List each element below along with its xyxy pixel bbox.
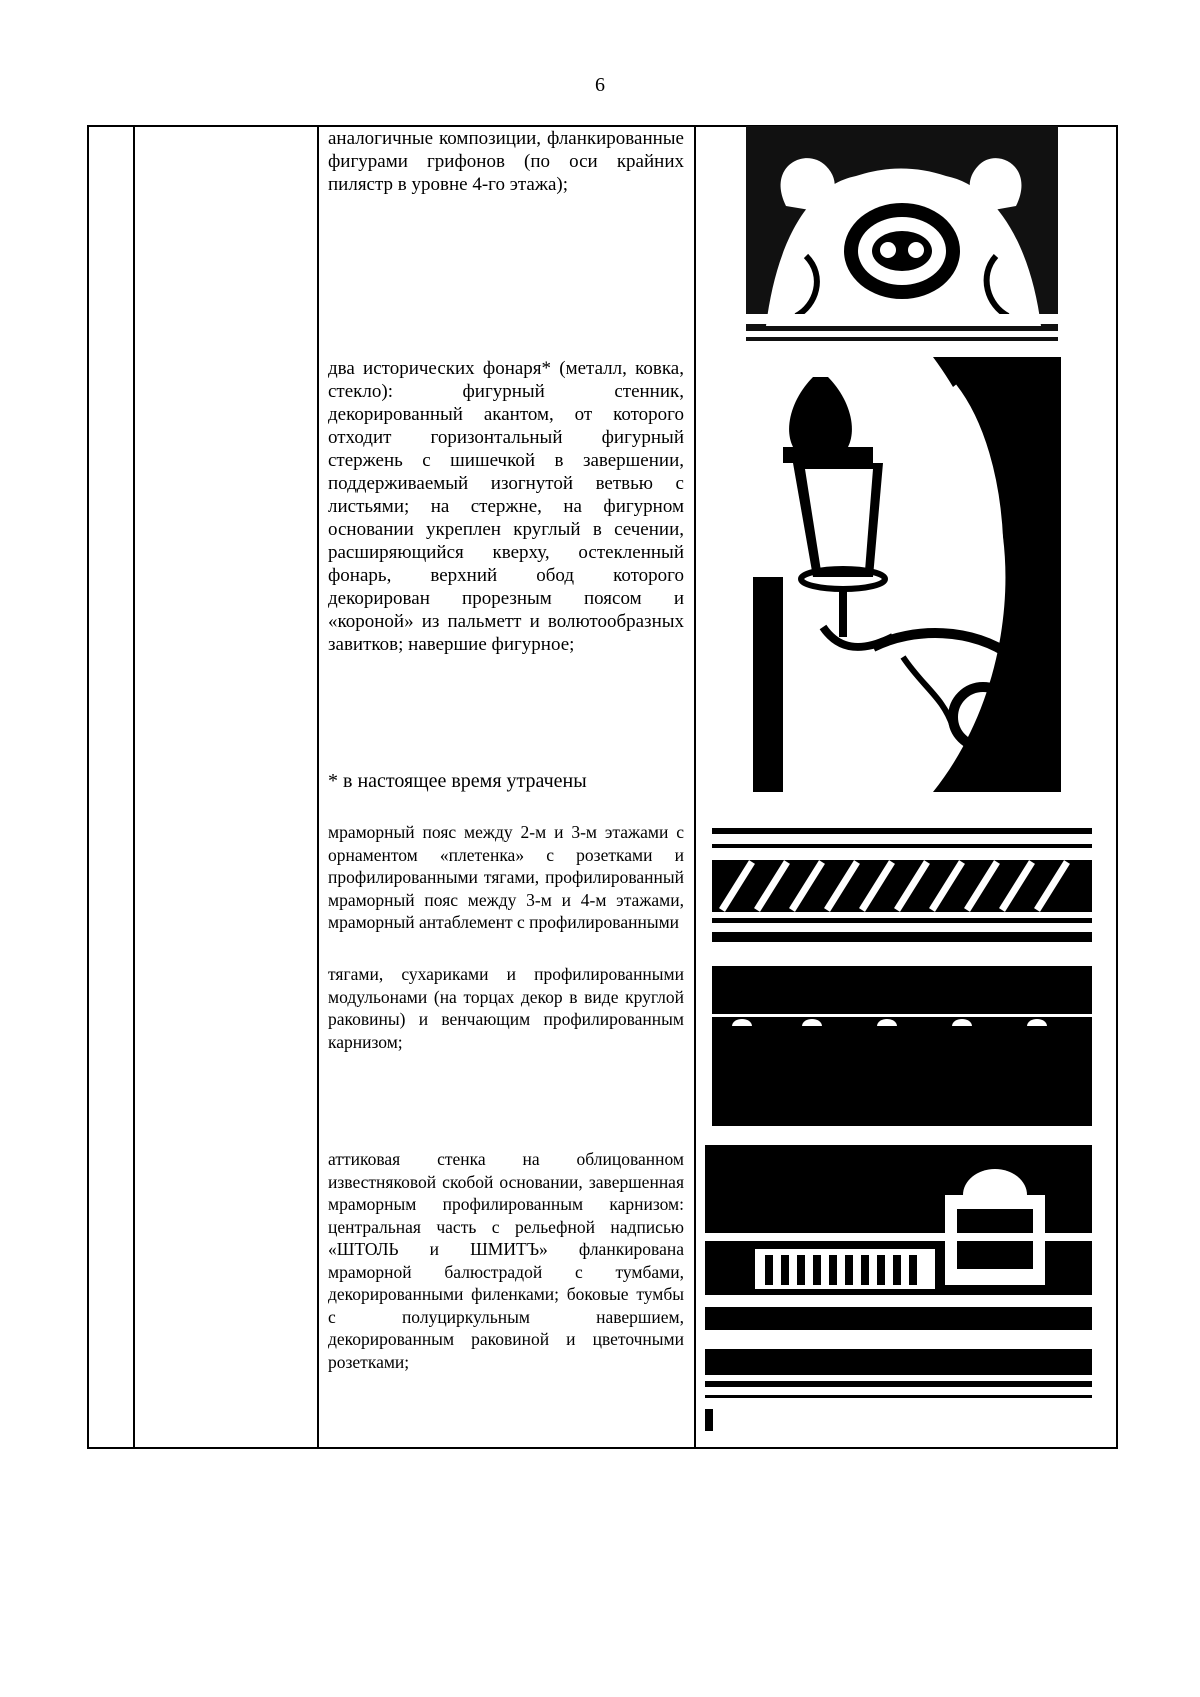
column-divider	[694, 127, 696, 1447]
griffin-relief-photo	[746, 126, 1058, 341]
entablature-cornice-photo	[712, 958, 1092, 1126]
historic-lantern-photo	[753, 357, 1061, 792]
column-divider	[317, 127, 319, 1447]
attic-balustrade-photo	[705, 1145, 1092, 1330]
column-divider	[133, 127, 135, 1447]
row-3-description-part1: мраморный пояс между 2-м и 3-м этажами с орнаментом «плетенка» с розетками и профилированными тягами, профилированный мраморный пояс между 3-м и 4-м этажами, мраморный антаблемент с профилированными	[328, 822, 684, 932]
row-4-description: аттиковая стенка на облицованном известняковой скобой основании, завершенная мраморным профилированным карнизом: центральная часть с рельефной надписью «ШТОЛЬ и ШМИТЪ» фланкирована мраморной балюстрадой с тумбами, декорированными филенками; боковые тумбы с полуциркульным навершием, декорированным раковиной и цветочными розетками;	[328, 1149, 684, 1372]
cornice-detail-photo	[705, 1349, 1092, 1431]
row-1-description: аналогичные композиции, фланкированные фигурами грифонов (по оси крайних пилястр в уровне 4-го этажа);	[328, 128, 684, 195]
row-3-description-part2: тягами, сухариками и профилированными модульонами (на торцах декор в виде круглой раковины) и венчающим профилированным карнизом;	[328, 964, 684, 1052]
page-number: 6	[595, 74, 605, 96]
row-2-description: два исторических фонаря* (металл, ковка, стекло): фигурный стенник, декорированный акантом, от которого отходит горизонтальный фигурный стержень с шишечкой в завершении, поддерживаемый изогнутой ветвью с листьями; на стержне, на фигурном основании укреплен круглый в сечении, расширяющийся кверху, остекленный фонарь, верхний обод которого декорирован прорезным поясом и «короной» из пальметт и волютообразных завитков; навершие фигурное;	[328, 358, 684, 655]
marble-belt-photo	[712, 810, 1092, 945]
row-2-footnote: * в настоящее время утрачены	[328, 770, 587, 792]
